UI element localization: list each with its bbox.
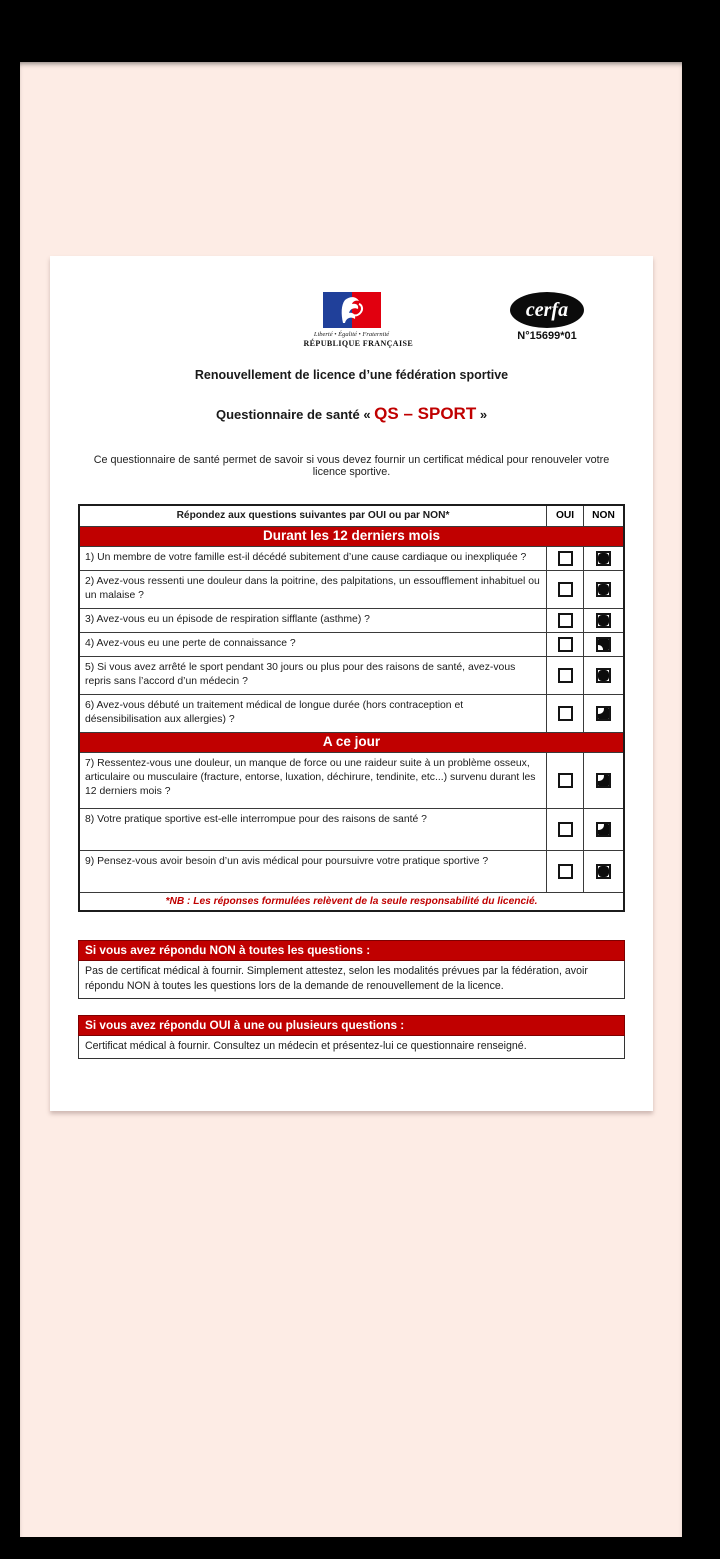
non-checkbox[interactable] <box>596 773 611 788</box>
question-text: 5) Si vous avez arrêté le sport pendant 30 jours ou plus pour des raisons de santé, avez-vous repris sans l’accord d’un médecin ? <box>85 662 516 688</box>
oui-cell <box>546 753 583 808</box>
cerfa-label: cerfa <box>525 298 569 321</box>
non-checkbox[interactable] <box>596 551 611 566</box>
result-non-body: Pas de certificat médical à fournir. Simplement attestez, selon les modalités prévues par la fédération, avoir répondu NON à toutes les questions lors de la demande de renouvellement de la licence. <box>78 961 625 999</box>
header-question-col: Répondez aux questions suivantes par OUI ou par NON* <box>176 510 450 521</box>
checkbox-pen-mark <box>598 615 609 626</box>
non-checkbox[interactable] <box>596 864 611 879</box>
question-text: 9) Pensez-vous avoir besoin d’un avis médical pour poursuivre votre pratique sportive ? <box>85 856 489 868</box>
question-section <box>80 526 623 732</box>
oui-cell <box>546 657 583 694</box>
non-cell <box>583 809 623 850</box>
non-cell <box>583 657 623 694</box>
table-body <box>80 526 623 892</box>
form-header <box>78 256 625 356</box>
question-text: 4) Avez-vous eu une perte de connaissance ? <box>85 637 296 649</box>
oui-checkbox[interactable] <box>558 864 573 879</box>
question-row <box>80 608 623 632</box>
form-page <box>50 256 653 1111</box>
oui-checkbox[interactable] <box>558 637 573 652</box>
result-non-title: Si vous avez répondu NON à toutes les questions : <box>78 940 625 961</box>
result-oui-title: Si vous avez répondu OUI à une ou plusieurs questions : <box>78 1015 625 1036</box>
non-checkbox[interactable] <box>596 822 611 837</box>
oui-checkbox[interactable] <box>558 706 573 721</box>
header-non-col: NON <box>583 506 623 526</box>
section-header-row: Durant les 12 derniers mois <box>80 526 623 546</box>
question-row <box>80 694 623 732</box>
form-title: Renouvellement de licence d’une fédération sportive <box>194 368 509 382</box>
checkbox-pen-mark <box>598 708 609 719</box>
question-text: 7) Ressentez-vous une douleur, un manque de force ou une raideur suite à un problème osseux, articulaire ou musculaire (fracture, entorse, luxation, déchirure, tendinite, etc...) survenu durant les 12 derniers mois ? <box>85 758 536 798</box>
oui-cell <box>546 633 583 656</box>
non-cell <box>583 609 623 632</box>
republique-text: RÉPUBLIQUE FRANÇAISE <box>303 339 414 348</box>
oui-cell <box>546 851 583 892</box>
cerfa-logo-block <box>507 292 587 342</box>
questionnaire-table <box>78 504 625 912</box>
non-cell <box>583 753 623 808</box>
question-row <box>80 632 623 656</box>
question-row <box>80 850 623 892</box>
oui-cell <box>546 809 583 850</box>
intro-paragraph: Ce questionnaire de santé permet de savoir si vous devez fournir un certificat médical pour renouveler votre licence sportive. <box>93 454 610 478</box>
oui-checkbox[interactable] <box>558 551 573 566</box>
non-cell <box>583 547 623 570</box>
oui-checkbox[interactable] <box>558 582 573 597</box>
republique-francaise-logo <box>303 292 414 348</box>
checkbox-pen-mark <box>598 584 609 595</box>
table-header-row <box>80 506 623 526</box>
checkbox-pen-mark <box>598 866 609 877</box>
non-cell <box>583 695 623 732</box>
checkbox-pen-mark <box>598 670 609 681</box>
result-box-non <box>78 940 625 999</box>
oui-checkbox[interactable] <box>558 822 573 837</box>
non-checkbox[interactable] <box>596 582 611 597</box>
checkbox-pen-mark <box>598 824 609 835</box>
non-cell <box>583 851 623 892</box>
subtitle-suffix: » <box>476 407 488 422</box>
question-text: 8) Votre pratique sportive est-elle interrompue pour des raisons de santé ? <box>85 814 427 826</box>
question-row <box>80 808 623 850</box>
marianne-profile-icon <box>323 292 381 328</box>
result-oui-body: Certificat médical à fournir. Consultez un médecin et présentez-lui ce questionnaire renseigné. <box>78 1036 625 1059</box>
question-text: 6) Avez-vous débuté un traitement médical de longue durée (hors contraception et désensibilisation aux allergies) ? <box>85 700 464 726</box>
oui-cell <box>546 547 583 570</box>
cerfa-number: N°15699*01 <box>517 330 577 342</box>
document-viewer-background <box>20 62 682 1537</box>
question-row <box>80 546 623 570</box>
subtitle-prefix: Questionnaire de santé « <box>215 407 375 422</box>
motto-text: Liberté • Égalité • Fraternité <box>313 331 390 338</box>
result-box-oui <box>78 1015 625 1059</box>
marianne-flag-icon <box>323 292 381 328</box>
header-oui-col: OUI <box>546 506 583 526</box>
oui-cell <box>546 695 583 732</box>
qs-sport-highlight: QS – SPORT <box>374 404 477 423</box>
question-row <box>80 656 623 694</box>
non-checkbox[interactable] <box>596 706 611 721</box>
oui-cell <box>546 609 583 632</box>
oui-cell <box>546 571 583 608</box>
question-section <box>80 732 623 892</box>
checkbox-pen-mark <box>598 553 609 564</box>
non-checkbox[interactable] <box>596 668 611 683</box>
non-checkbox[interactable] <box>596 613 611 628</box>
question-text: 2) Avez-vous ressenti une douleur dans la poitrine, des palpitations, un essoufflement inhabituel ou un malaise ? <box>85 575 540 601</box>
table-footnote: *NB : Les réponses formulées relèvent de la seule responsabilité du licencié. <box>80 892 623 910</box>
oui-checkbox[interactable] <box>558 613 573 628</box>
question-row <box>80 752 623 808</box>
non-cell <box>583 571 623 608</box>
cerfa-logo-icon <box>510 292 584 328</box>
form-subtitle <box>78 404 625 424</box>
non-checkbox[interactable] <box>596 637 611 652</box>
non-cell <box>583 633 623 656</box>
question-text: 3) Avez-vous eu un épisode de respiration sifflante (asthme) ? <box>85 613 370 625</box>
checkbox-pen-mark <box>598 775 609 786</box>
oui-checkbox[interactable] <box>558 668 573 683</box>
section-header-row: A ce jour <box>80 732 623 752</box>
checkbox-pen-mark <box>598 639 609 650</box>
oui-checkbox[interactable] <box>558 773 573 788</box>
question-text: 1) Un membre de votre famille est-il décédé subitement d’une cause cardiaque ou inexpliquée ? <box>85 551 527 563</box>
question-row <box>80 570 623 608</box>
